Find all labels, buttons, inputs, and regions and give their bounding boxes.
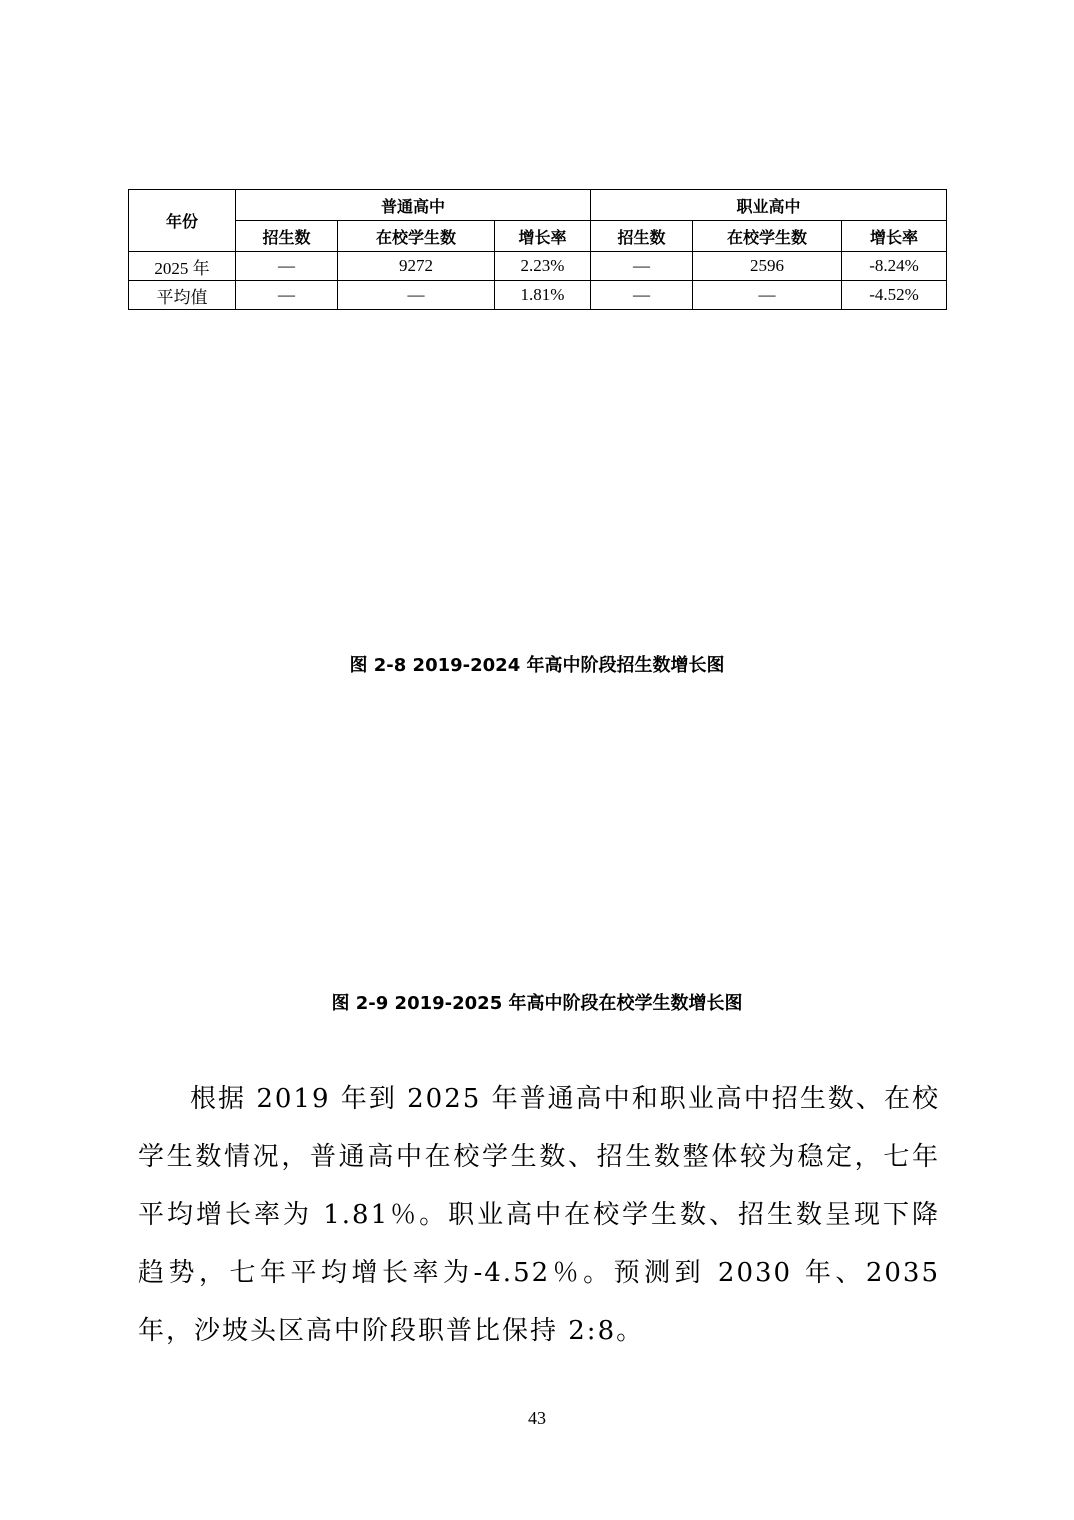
figure-2-8-caption: 图 2-8 2019-2024 年高中阶段招生数增长图 xyxy=(349,655,725,676)
table-cell: 2025 年 xyxy=(129,252,236,281)
body-paragraph: 根据 2019 年到 2025 年普通高中和职业高中招生数、在校学生数情况，普通高中在校学生数、招生数整体较为稳定，七年平均增长率为 1.81％。职业高中在校学生数、招生数呈现下降趋势，七年平均增长率为-4.52％。预测到 2030 年、2035 年，沙坡头区高中阶段职普比保持 2:8。 xyxy=(138,1084,940,1346)
figure-2-9-caption: 图 2-9 2019-2025 年高中阶段在校学生数增长图 xyxy=(331,993,743,1014)
page-number: 43 xyxy=(528,1408,546,1428)
table-header-row-2 xyxy=(129,221,947,252)
table-cell: — xyxy=(236,252,338,281)
table-row xyxy=(129,252,947,281)
table-row xyxy=(129,281,947,310)
sub-header-students: 在校学生数 xyxy=(693,221,842,252)
general-high-school-header: 普通高中 xyxy=(236,190,591,221)
sub-header-growth: 增长率 xyxy=(495,221,591,252)
vocational-high-school-header: 职业高中 xyxy=(591,190,947,221)
sub-header-enrollment: 招生数 xyxy=(591,221,693,252)
table-cell: -4.52% xyxy=(842,281,947,310)
table-cell: — xyxy=(591,252,693,281)
sub-header-students: 在校学生数 xyxy=(338,221,495,252)
table-cell: — xyxy=(591,281,693,310)
table-cell: — xyxy=(236,281,338,310)
table-cell: 2.23% xyxy=(495,252,591,281)
table-cell: — xyxy=(693,281,842,310)
table-cell: 平均值 xyxy=(129,281,236,310)
table-cell: 2596 xyxy=(693,252,842,281)
table-cell: -8.24% xyxy=(842,252,947,281)
sub-header-growth: 增长率 xyxy=(842,221,947,252)
sub-header-enrollment: 招生数 xyxy=(236,221,338,252)
enrollment-table xyxy=(128,189,947,310)
table-header-row-1 xyxy=(129,190,947,221)
table-cell: — xyxy=(338,281,495,310)
table-cell: 9272 xyxy=(338,252,495,281)
table-cell: 1.81% xyxy=(495,281,591,310)
year-header: 年份 xyxy=(129,190,236,252)
